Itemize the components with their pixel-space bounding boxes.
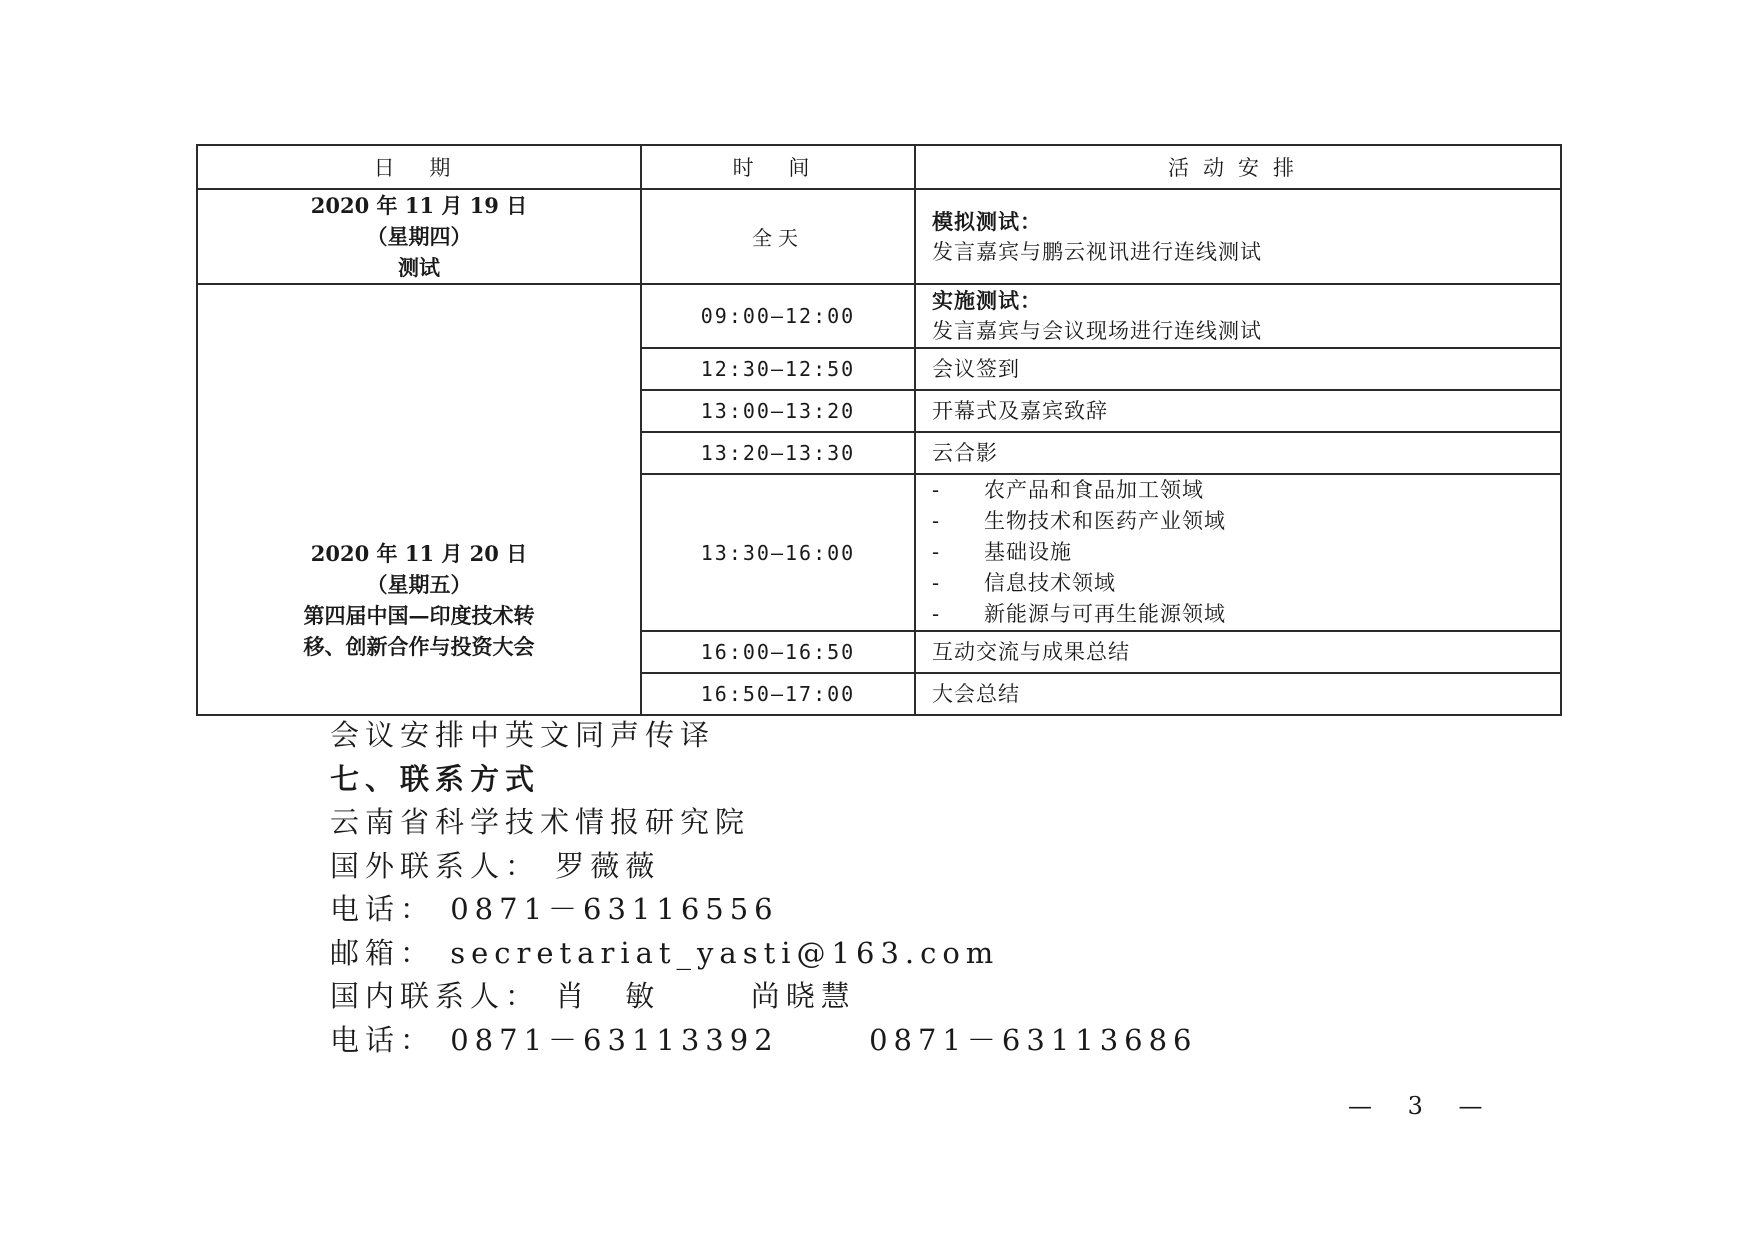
row3-time: 13:00—13:20 [641,390,915,432]
header-activity: 活动安排 [915,145,1561,189]
day1-activity [915,189,1561,284]
page-number: — 3 — [1348,1092,1497,1120]
field-label: 新能源与可再生能源领域 [984,602,1226,626]
domestic-name-1: 肖 敏 [555,979,661,1013]
schedule-table [196,144,1562,716]
day1-weekday: （星期四） [366,224,472,249]
row1-activity-head: 实施测试： [932,288,1042,313]
interpretation-note: 会议安排中英文同声传译 [330,718,716,752]
day2-label-line1: 第四届中国—印度技术转 [303,602,535,628]
domestic-phone-1: 0871－63113392 [450,1022,779,1057]
header-time: 时 间 [641,145,915,189]
row6-activity: 互动交流与成果总结 [915,631,1561,673]
bullet-dash: - [932,509,941,533]
row1-activity-body: 发言嘉宾与会议现场进行连线测试 [932,319,1262,343]
field-list [932,475,1560,630]
domestic-phones [330,1019,1198,1063]
field-label: 生物技术和医药产业领域 [984,509,1226,533]
row4-time: 13:20—13:30 [641,432,915,474]
field-label: 农产品和食品加工领域 [984,478,1204,502]
bullet-dash: - [932,540,941,564]
header-date: 日 期 [197,145,641,189]
day2-weekday: （星期五） [366,571,472,597]
organization: 云南省科学技术情报研究院 [330,805,751,839]
table-row [197,189,1561,284]
bullet-dash: - [932,478,941,502]
foreign-phone: 电话： 0871－63116556 [330,892,779,926]
list-item [932,599,1560,630]
day2-date: 2020 年 11 月 20 日 [310,540,528,566]
row4-activity: 云合影 [915,432,1561,474]
row5-activity [915,474,1561,631]
section-title: 七、联系方式 [330,761,541,796]
row2-activity: 会议签到 [915,348,1561,390]
domestic-label: 国内联系人： [330,979,541,1013]
bullet-dash: - [932,571,941,595]
email: 邮箱： secretariat_yasti@163.com [330,935,1000,970]
field-label: 信息技术领域 [984,571,1116,595]
bullet-dash: - [932,602,941,626]
domestic-name-2: 尚晓慧 [750,979,856,1013]
contact-block [330,714,1198,1062]
foreign-contact: 国外联系人： 罗薇薇 [330,848,661,883]
domestic-phone-2: 0871－63113686 [869,1022,1198,1057]
row3-activity: 开幕式及嘉宾致辞 [915,390,1561,432]
domestic-contact [330,975,1198,1019]
table-header-row [197,145,1561,189]
row7-time: 16:50—17:00 [641,673,915,715]
row1-time: 09:00—12:00 [641,284,915,348]
day1-time: 全天 [641,189,915,284]
row1-activity [915,284,1561,348]
day2-date-cell [197,284,641,715]
day1-activity-body: 发言嘉宾与鹏云视讯进行连线测试 [932,239,1262,264]
table-row [197,284,1561,348]
day1-label: 测试 [398,255,440,280]
day1-activity-head: 模拟测试： [932,208,1042,234]
row5-time: 13:30—16:00 [641,474,915,631]
row6-time: 16:00—16:50 [641,631,915,673]
row7-activity: 大会总结 [915,673,1561,715]
day2-label-line2: 移、创新合作与投资大会 [303,633,535,659]
field-label: 基础设施 [984,540,1072,564]
day1-date: 2020 年 11 月 19 日 [310,193,528,218]
domestic-phone-label: 电话： [330,1022,436,1057]
list-item [932,568,1560,599]
row2-time: 12:30—12:50 [641,348,915,390]
list-item [932,506,1560,537]
list-item [932,475,1560,506]
day1-date-cell [197,189,641,284]
list-item [932,537,1560,568]
